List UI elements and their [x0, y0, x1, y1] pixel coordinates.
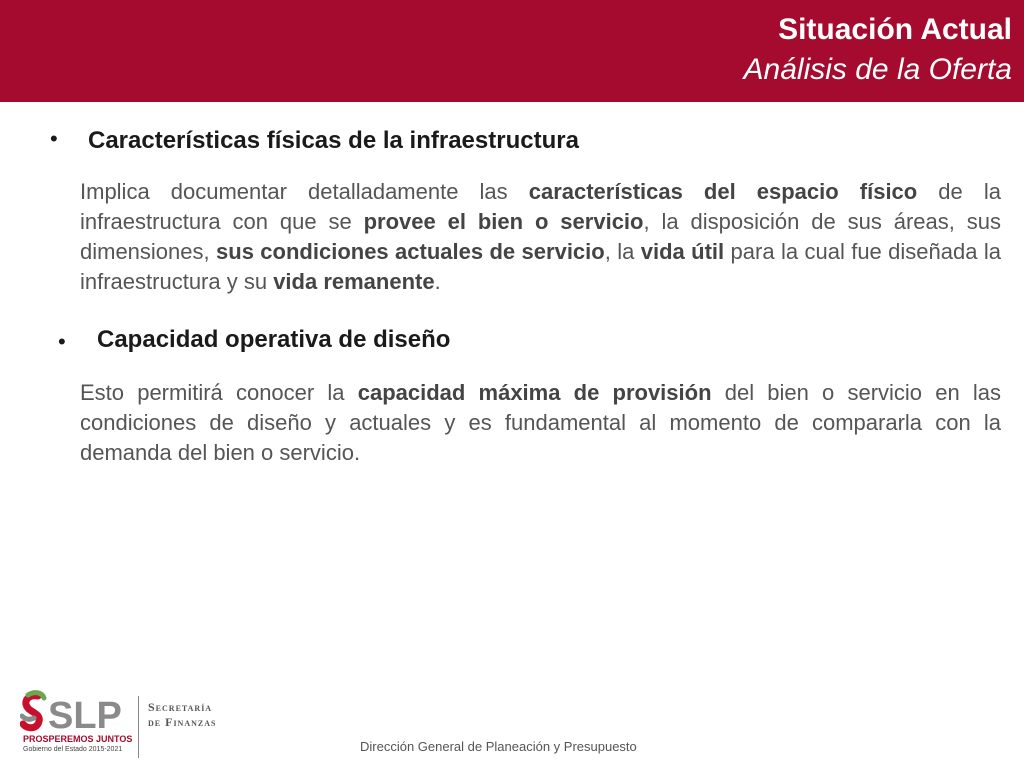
paragraph-text: para la cual fue diseñada la infraestructura y su: [80, 239, 1001, 294]
section-paragraph: [80, 378, 1001, 468]
paragraph-text: , la: [604, 239, 641, 264]
paragraph-text: Esto permitirá conocer la: [80, 380, 358, 405]
emphasized-text: capacidad máxima de provisión: [357, 380, 712, 405]
footer-department: Dirección General de Planeación y Presupuesto: [360, 739, 637, 754]
secretaria-line2: de Finanzas: [148, 715, 217, 729]
emphasized-text: provee el bien o servicio: [363, 209, 644, 234]
emphasized-text: características del espacio físico: [528, 179, 918, 204]
paragraph-text: Implica documentar detalladamente las: [80, 179, 529, 204]
section-heading: Capacidad operativa de diseño: [97, 326, 451, 353]
emphasized-text: vida remanente: [273, 269, 435, 294]
paragraph-text: del bien o servicio en las condiciones de diseño y actuales y es fundamental al momento de compararla con la demanda del bien o servicio.: [80, 380, 1001, 465]
section-paragraph: [80, 177, 1001, 297]
emphasized-text: vida útil: [640, 239, 725, 264]
logo-slogan: PROSPEREMOS JUNTOS: [23, 734, 133, 744]
bullet-marker: •: [58, 329, 66, 354]
slide-subtitle: Análisis de la Oferta: [743, 53, 1012, 86]
paragraph-text: de la infraestructura con que se: [80, 179, 1001, 234]
slide-title: Situación Actual: [778, 13, 1012, 46]
paragraph-text: .: [434, 269, 441, 294]
header-bar: [0, 0, 1024, 102]
emphasized-text: sus condiciones actuales de servicio: [216, 239, 605, 264]
logo-government-years: Gobierno del Estado 2015-2021: [23, 746, 123, 753]
secretaria-label: [148, 700, 216, 730]
slp-logo-icon: [20, 690, 140, 736]
paragraph-text: , la disposición de sus áreas, sus dimensiones,: [80, 209, 1001, 264]
logo-wordmark: SLP: [48, 695, 122, 736]
secretaria-line1: Secretaría: [148, 700, 213, 714]
logo-divider: [138, 696, 139, 758]
bullet-marker: •: [50, 126, 58, 151]
section-heading: Características físicas de la infraestructura: [88, 127, 579, 154]
